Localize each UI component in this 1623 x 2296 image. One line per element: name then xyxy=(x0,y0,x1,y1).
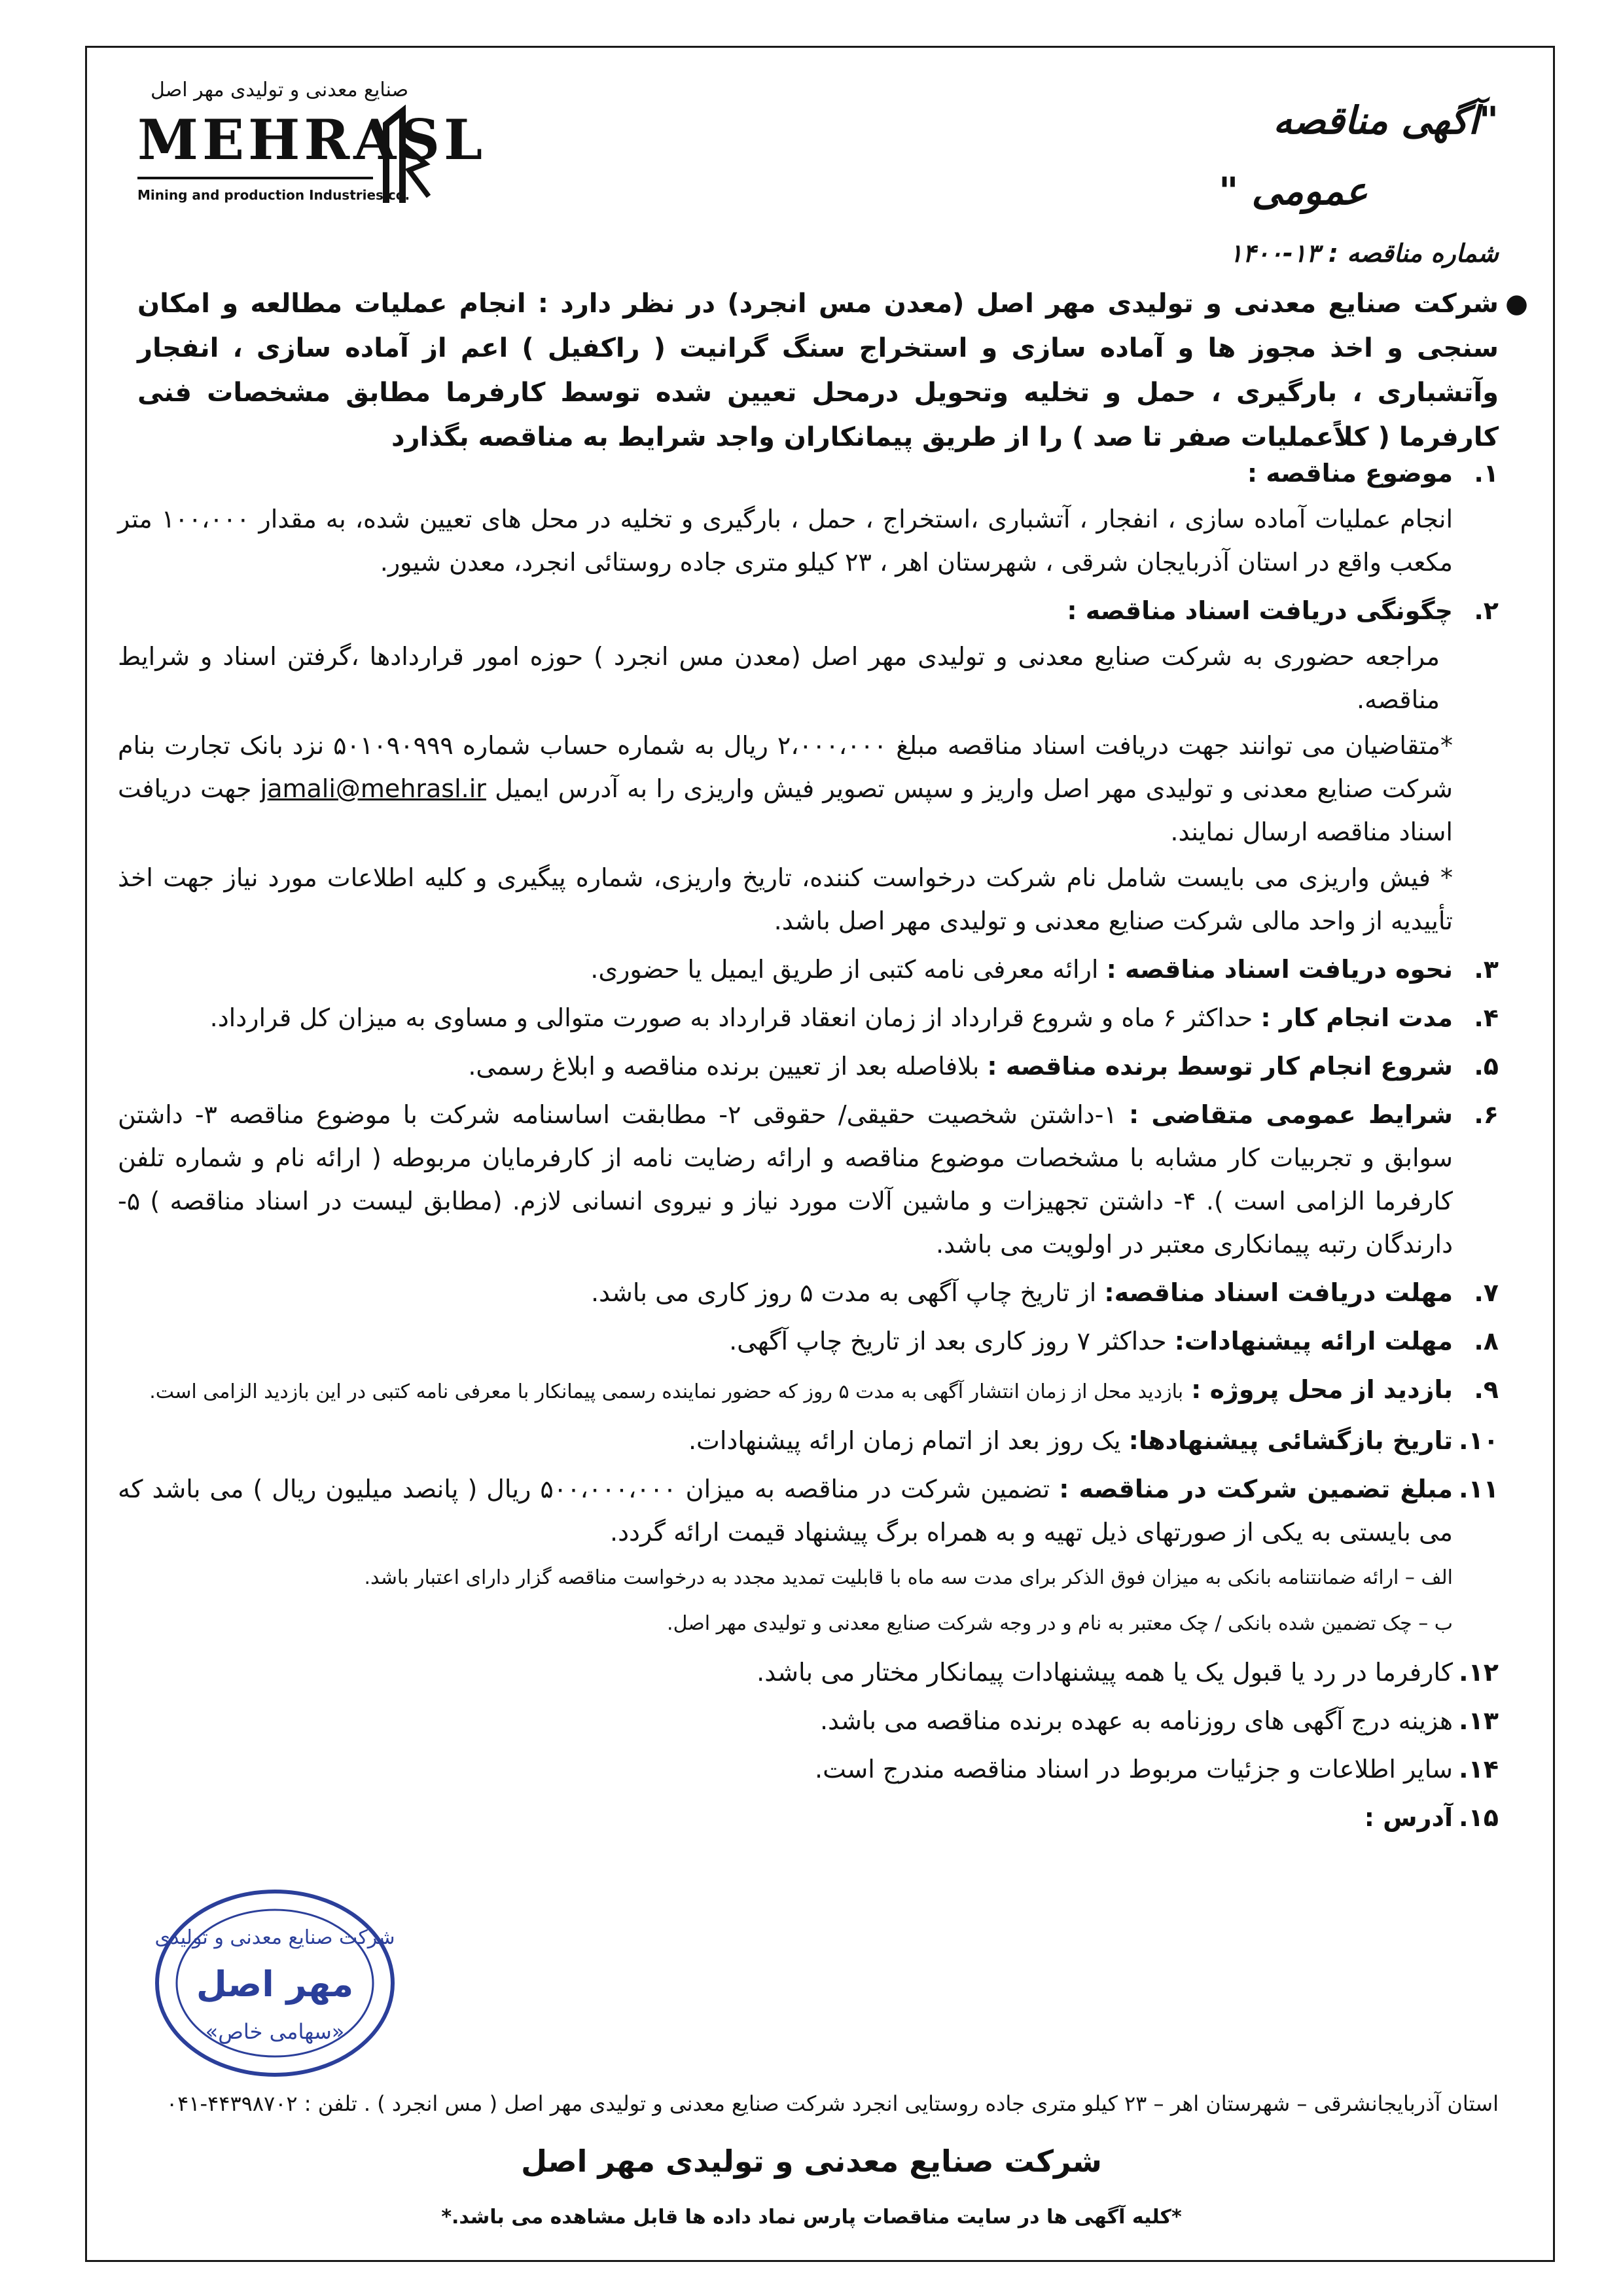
list-item xyxy=(118,948,1499,991)
item-text: کارفرما در رد یا قبول یک یا همه پیشنهادات پیمانکار مختار می باشد. xyxy=(757,1658,1453,1687)
stamp-bottom-text: «سهامی خاص» xyxy=(205,2019,345,2044)
item-text: حداکثر ۶ ماه و شروع قرارداد از زمان انعقاد قرارداد به صورت متوالی و مساوی به میزان کل قرارداد. xyxy=(209,1003,1253,1032)
logo-wordmark: MEHRASL xyxy=(137,107,487,172)
item-number: ۲. xyxy=(1474,596,1499,625)
company-name: شرکت صنایع معدنی و تولیدی مهر اصل xyxy=(521,2144,1102,2179)
items-list xyxy=(118,452,1499,1844)
logo-rule xyxy=(137,177,373,179)
list-item xyxy=(118,996,1499,1039)
item-text: یک روز بعد از اتمام زمان ارائه پیشنهادات. xyxy=(688,1426,1121,1455)
item-text: ۱-داشتن شخصیت حقیقی/ حقوقی ۲- مطابقت اساسنامه شرکت با موضوع مناقصه ۳- داشتن سوابق و تجربیات کار مشابه با مشخصات موضوع مناقصه و ارائه رضایت نامه از کارفرمایان مربوطه ( ارائه نام و شماره تلفن کارفرما الزامی است ). ۴- داشتن تجهیزات و ماشین آلات مورد نیاز و نیروی انسانی لازم. (مطابق لیست در اسناد مناقصه ) ۵- دارندگان رتبه پیمانکاری معتبر در اولویت می باشد. xyxy=(118,1100,1454,1259)
logo-persian-name: صنایع معدنی و تولیدی مهر اصل xyxy=(151,79,409,101)
item-label: موضوع مناقصه : xyxy=(1247,459,1453,488)
item-number: ۱۳. xyxy=(1459,1706,1499,1735)
item-number: ۱۰. xyxy=(1459,1426,1499,1455)
payment-text-end: جهت دریافت اسناد مناقصه ارسال نمایند. xyxy=(118,774,1453,846)
item-text: سایر اطلاعات و جزئیات مربوط در اسناد مناقصه مندرج است. xyxy=(814,1755,1453,1784)
list-item xyxy=(118,1093,1499,1266)
company-logo xyxy=(124,79,487,236)
list-item xyxy=(118,1699,1499,1742)
item-label: نحوه دریافت اسناد مناقصه : xyxy=(1106,955,1453,984)
receipt-note: * فیش واریزی می بایست شامل نام شرکت درخواست کننده، تاریخ واریزی، شماره پیگیری و کلیه اطلاعات مورد نیاز جهت اخذ تأییدیه از واحد مالی شرکت صنایع معدنی و تولیدی مهر اصل باشد. xyxy=(118,863,1453,935)
stamp-center-text: مهر اصل xyxy=(196,1964,354,2005)
list-item xyxy=(118,1045,1499,1088)
item-label: مدت انجام کار : xyxy=(1260,1003,1453,1032)
item-number: ۱۲. xyxy=(1459,1658,1499,1687)
tender-number: شماره مناقصه : ۱۳-۱۴۰۰ xyxy=(1229,239,1499,268)
item-text: حداکثر ۷ روز کاری بعد از تاریخ چاپ آگهی. xyxy=(729,1327,1167,1355)
bullet-icon: ● xyxy=(1505,289,1528,319)
logo-subtitle: Mining and production Industries co. xyxy=(137,187,410,203)
item-label: تاریخ بازگشائی پیشنهادها: xyxy=(1128,1426,1453,1455)
footer-note: *کلیه آگهی ها در سایت مناقصات پارس نماد داده ها قابل مشاهده می باشد.* xyxy=(441,2206,1182,2229)
item-label: مهلت ارائه پیشنهادات: xyxy=(1174,1327,1453,1355)
notice-title xyxy=(1219,98,1499,213)
item-text: بازدید محل از زمان انتشار آگهی به مدت ۵ روز که حضور نماینده رسمی پیمانکار با معرفی نامه کتبی در این بازدید الزامی است. xyxy=(149,1380,1184,1403)
item-number: ۷. xyxy=(1474,1278,1499,1307)
item-number: ۱۱. xyxy=(1459,1475,1499,1503)
item-label: چگونگی دریافت اسناد مناقصه : xyxy=(1067,596,1453,625)
address-text: استان آذربایجانشرقی – شهرستان اهر – ۲۳ کیلو متری جاده روستایی انجرد شرکت صنایع معدنی و تولیدی مهر اصل ( مس انجرد ) . تلفن : ۴۴۳۹۸۷۰۲-۰۴۱ xyxy=(166,2091,1499,2116)
item-label: آدرس : xyxy=(1364,1803,1453,1832)
logo-emblem-icon xyxy=(373,105,432,209)
payment-paragraph xyxy=(118,724,1453,853)
list-item xyxy=(118,452,1499,584)
item-text: تضمین شرکت در مناقصه به میزان ۵۰۰،۰۰۰،۰۰۰ ریال ( پانصد میلیون ریال ) می باشد که می بایستی به یکی از صورتهای ذیل تهیه و به همراه برگ پیشنهاد قیمت ارائه گردد. xyxy=(118,1475,1453,1547)
item-number: ۹. xyxy=(1474,1375,1499,1404)
list-item xyxy=(118,1651,1499,1694)
item-number: ۴. xyxy=(1474,1003,1499,1032)
guarantee-option-a: الف – ارائه ضمانتنامه بانکی به میزان فوق الذکر برای مدت سه ماه با قابلیت تمدید مجدد به درخواست مناقصه گزار دارای اعتبار باشد. xyxy=(364,1566,1453,1589)
item-text: هزینه درج آگهی های روزنامه به عهده برنده مناقصه می باشد. xyxy=(819,1706,1453,1735)
list-item xyxy=(118,1796,1499,1839)
item-number: ۶. xyxy=(1474,1100,1499,1129)
item-number: ۱. xyxy=(1474,459,1499,488)
payment-text: *متقاضیان می توانند جهت دریافت اسناد مناقصه مبلغ ۲،۰۰۰،۰۰۰ ریال به شماره حساب شماره ۵۰۱۰۹۰۹۹۹ نزد بانک تجارت بنام شرکت صنایع معدنی و تولیدی مهر اصل واریز و سپس تصویر فیش واریزی را به آدرس ایمیل xyxy=(118,731,1453,803)
list-item xyxy=(118,589,1499,942)
item-label: بازدید از محل پروژه : xyxy=(1191,1375,1453,1404)
item-number: ۱۴. xyxy=(1459,1755,1499,1784)
email-link[interactable]: jamali@mehrasl.ir xyxy=(260,774,486,803)
item-number: ۳. xyxy=(1474,955,1499,984)
item-label: مهلت دریافت اسناد مناقصه: xyxy=(1104,1278,1453,1307)
list-item xyxy=(118,1368,1499,1414)
title-line-1: "آگهی مناقصه xyxy=(1273,98,1499,143)
item-label: مبلغ تضمین شرکت در مناقصه : xyxy=(1059,1475,1453,1503)
list-item xyxy=(118,1467,1499,1645)
guarantee-option-b: ب – چک تضمین شده بانکی / چک معتبر به نام و در وجه شرکت صنایع معدنی و تولیدی مهر اصل. xyxy=(667,1612,1453,1635)
item-label: شروع انجام کار توسط برنده مناقصه : xyxy=(987,1052,1453,1081)
intro-paragraph xyxy=(137,281,1528,459)
item-number: ۱۵. xyxy=(1459,1803,1499,1832)
item-text: ارائه معرفی نامه کتبی از طریق ایمیل یا حضوری. xyxy=(590,955,1099,984)
item-number: ۸. xyxy=(1474,1327,1499,1355)
list-item xyxy=(118,1319,1499,1363)
stamp-ring-text: شرکت صنایع معدنی و تولیدی xyxy=(154,1926,395,1949)
title-line-2: عمومی " xyxy=(1219,169,1368,213)
company-stamp-icon xyxy=(151,1885,399,2081)
item-text: مراجعه حضوری به شرکت صنایع معدنی و تولیدی مهر اصل (معدن مس انجرد ) حوزه امور قراردادها ،گرفتن اسناد و شرایط مناقصه. xyxy=(118,642,1440,714)
item-number: ۵. xyxy=(1474,1052,1499,1081)
item-text: انجام عملیات آماده سازی ، انفجار ، آتشباری ،استخراج ، حمل ، بارگیری و تخلیه در محل های تعیین شده، به مقدار ۱۰۰،۰۰۰ متر مکعب واقع در استان آذربایجان شرقی ، شهرستان اهر ، ۲۳ کیلو متری جاده روستائی انجرد، معدن شیور. xyxy=(118,505,1453,577)
item-text: از تاریخ چاپ آگهی به مدت ۵ روز کاری می باشد. xyxy=(590,1278,1097,1307)
item-text: بلافاصله بعد از تعیین برنده مناقصه و ابلاغ رسمی. xyxy=(468,1052,980,1081)
item-label: شرایط عمومی متقاضی : xyxy=(1128,1100,1453,1129)
intro-text: شرکت صنایع معدنی و تولیدی مهر اصل (معدن مس انجرد) در نظر دارد : انجام عملیات مطالعه و امکان سنجی و اخذ مجوز ها و آماده سازی و استخراج سنگ گرانیت ( راکفیل ) اعم از آماده سازی ، انفجار وآتشباری ، بارگیری ، حمل و تخلیه وتحویل درمحل تعیین شده توسط کارفرما مطابق مشخصات فنی کارفرما ( کلاًعملیات صفر تا صد ) را از طریق پیمانکاران واجد شرایط به مناقصه بگذارد xyxy=(137,289,1499,452)
list-item xyxy=(118,1419,1499,1462)
list-item xyxy=(118,1748,1499,1791)
list-item xyxy=(118,1271,1499,1314)
